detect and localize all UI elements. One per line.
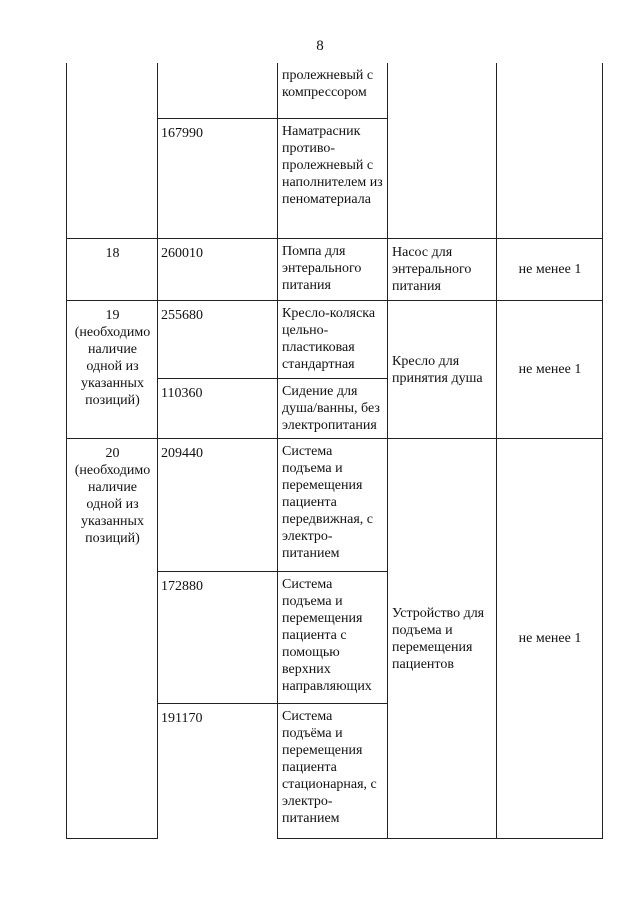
name-cell: Система подъема и перемещения пациента с помощью верхних направляющих: [278, 571, 388, 703]
code-cell: [158, 63, 278, 118]
row-number-cell: [67, 63, 158, 238]
group-cell: [388, 63, 497, 238]
qty-cell: не менее 1: [497, 300, 603, 438]
table-row: [67, 63, 603, 118]
name-cell: Кресло-коляска цельно-пластиковая стандартная: [278, 300, 388, 378]
table-row: [67, 300, 603, 378]
group-cell: Насос для энтерального питания: [388, 238, 497, 300]
page-number: 8: [316, 38, 324, 54]
table-row: [67, 238, 603, 300]
row-number-cell: 18: [67, 238, 158, 300]
code-cell: 255680: [158, 300, 278, 378]
name-cell: Помпа для энтерального питания: [278, 238, 388, 300]
code-cell: 191170: [158, 703, 278, 838]
code-cell: 260010: [158, 238, 278, 300]
row-number-cell: 20 (необходимо наличие одной из указанных позиций): [67, 438, 158, 838]
group-cell: Кресло для принятия душа: [388, 300, 497, 438]
name-cell: Система подъёма и перемещения пациента стационарная, с электро-питанием: [278, 703, 388, 838]
row-number-cell: 19 (необходимо наличие одной из указанных позиций): [67, 300, 158, 438]
name-cell: Сидение для душа/ванны, без электропитания: [278, 378, 388, 438]
qty-cell: [497, 63, 603, 238]
group-cell: Устройство для подъема и перемещения пациентов: [388, 438, 497, 838]
name-cell: Наматрасник противо-пролежневый с наполнителем из пеноматериала: [278, 118, 388, 238]
code-cell: 110360: [158, 378, 278, 438]
name-cell: Система подъема и перемещения пациента передвижная, с электро-питанием: [278, 438, 388, 571]
code-cell: 167990: [158, 118, 278, 238]
code-cell: 172880: [158, 571, 278, 703]
code-cell: 209440: [158, 438, 278, 571]
qty-cell: не менее 1: [497, 238, 603, 300]
name-cell: пролежневый с компрессором: [278, 63, 388, 118]
equipment-table: [66, 63, 603, 839]
qty-cell: не менее 1: [497, 438, 603, 838]
table-row: [67, 438, 603, 571]
